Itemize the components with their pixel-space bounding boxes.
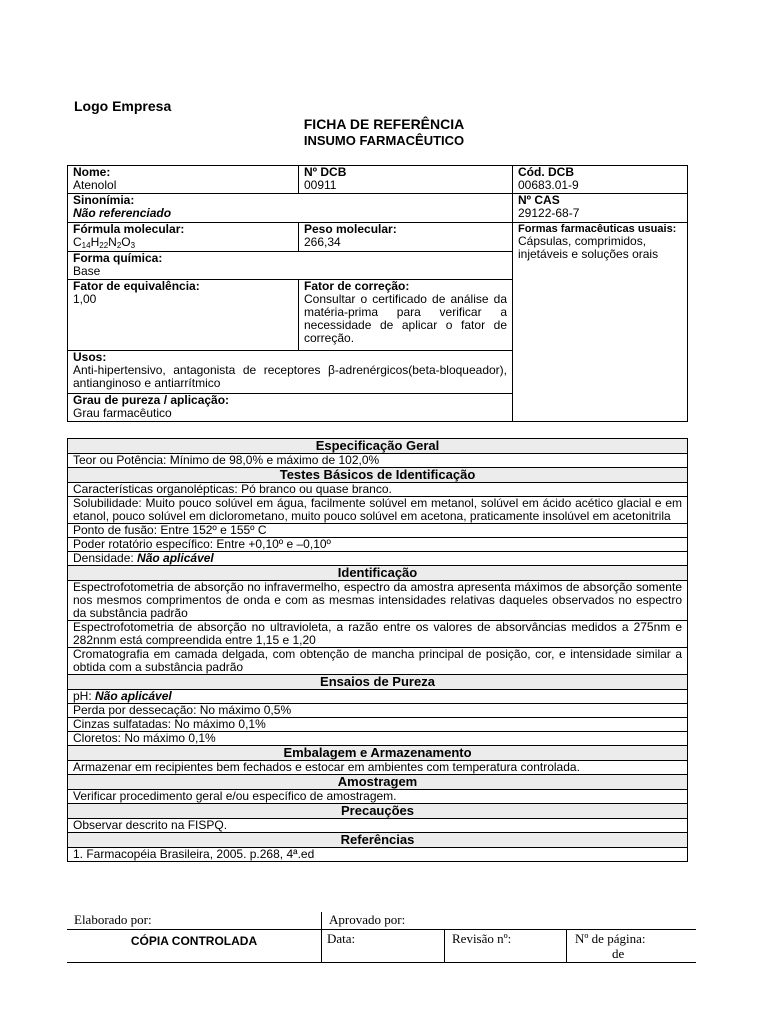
peso-cell [299,223,512,249]
peso-label: Peso molecular: [304,222,397,236]
table-row: Cromatografia em camada delgada, com obtenção de mancha principal de posição, cor, e intensidade similar a obtida com a substância padrão [68,648,688,675]
sinonimia-cell [68,194,512,220]
table-row [68,690,688,704]
section-header: Testes Básicos de Identificação [68,468,688,483]
info-table [67,165,688,422]
cas-cell [513,194,687,220]
fator-eq-label: Fator de equivalência: [73,279,200,293]
table-row: Teor ou Potência: Mínimo de 98,0% e máximo de 102,0% [68,454,688,468]
pagina-de-label: de [612,946,625,961]
section-header: Amostragem [68,775,688,790]
dcb-cell [299,166,512,192]
dcb-label: Nº DCB [304,165,347,179]
peso-value: 266,34 [304,235,341,249]
table-row: Ponto de fusão: Entre 152º e 155º C [68,524,688,538]
nome-cell [68,166,298,192]
fator-cor-value: Consultar o certificado de análise da matéria-prima para verificar a necessidade de aplicar o fator de correção. [304,292,507,345]
cod-dcb-cell [513,166,687,192]
fator-eq-value: 1,00 [73,292,97,306]
sinonimia-label: Sinonímia: [73,193,135,207]
usos-label: Usos: [73,350,107,364]
cas-label: Nº CAS [518,193,560,207]
cod-dcb-label: Cód. DCB [518,165,574,179]
usos-value: Anti-hipertensivo, antagonista de receptores β-adrenérgicos(beta-bloqueador), antianginoso e antiarrítmico [73,363,507,390]
ph-label: pH: [73,689,96,703]
cas-value: 29122-68-7 [518,206,580,220]
formula-value: $C_{14}H_{22}N_2O_3$ [73,235,136,250]
dcb-value: 00911 [304,178,337,192]
company-logo-placeholder: Logo Empresa [74,98,172,114]
aprovado-por-label: Aprovado por: [329,912,406,927]
cod-dcb-value: 00683.01-9 [518,178,579,192]
table-row: Armazenar em recipientes bem fechados e estocar em ambientes com temperatura controlada. [68,761,688,775]
formas-cell [513,223,687,261]
formas-label: Formas farmacêuticas usuais: [518,223,677,235]
fator-eq-cell [68,280,298,306]
densidade-label: Densidade: [73,551,138,565]
pagina-label: Nº de página: [575,931,646,946]
table-row: Poder rotatório específico: Entre +0,10º e –0,10º [68,538,688,552]
grau-value: Grau farmacêutico [73,406,172,420]
formas-value: Cápsulas, comprimidos, injetáveis e soluções orais [518,234,659,261]
formula-cell [68,223,298,249]
document-title: FICHA DE REFERÊNCIA [303,116,465,132]
section-header: Referências [68,833,688,848]
table-row: 1. Farmacopéia Brasileira, 2005. p.268, 4ª.ed [68,848,688,862]
ph-value: Não aplicável [95,689,172,703]
nome-value: Atenolol [73,178,117,192]
forma-quimica-label: Forma química: [73,251,163,265]
table-row: Verificar procedimento geral e/ou específico de amostragem. [68,790,688,804]
section-header: Ensaios de Pureza [68,675,688,690]
section-header: Precauções [68,804,688,819]
section-header: Embalagem e Armazenamento [68,746,688,761]
usos-cell [68,351,512,390]
formula-label: Fórmula molecular: [73,222,185,236]
table-row: Solubilidade: Muito pouco solúvel em água, facilmente solúvel em metanol, solúvel em ácido acético glacial e em etanol, pouco solúvel em diclorometano, muito pouco solúvel em acetona, praticamente insolúvel em acetonitrila [68,497,688,524]
copia-controlada-label: CÓPIA CONTROLADA [130,934,258,948]
table-row: Espectrofotometria de absorção no infravermelho, espectro da amostra apresenta máximos de absorção somente nos mesmos comprimentos de onda e com as mesmas intensidades relativas daqueles observados no espectro da substância padrão [68,581,688,621]
table-row: Cinzas sulfatadas: No máximo 0,1% [68,718,688,732]
grau-label: Grau de pureza / aplicação: [73,393,230,407]
forma-quimica-cell [68,252,512,278]
table-row: Espectrofotometria de absorção no ultravioleta, a razão entre os valores de absorvâncias medidos a 275nm e 282nnm está compreendida entre 1,15 e 1,20 [68,621,688,648]
table-row: Cloretos: No máximo 0,1% [68,732,688,746]
table-row: Perda por dessecação: No máximo 0,5% [68,704,688,718]
fator-cor-label: Fator de correção: [304,279,410,293]
densidade-value: Não aplicável [137,551,214,565]
specification-table [67,438,688,862]
section-header: Identificação [68,566,688,581]
table-row: Observar descrito na FISPQ. [68,819,688,833]
nome-label: Nome: [73,165,111,179]
table-row: Características organolépticas: Pó branco ou quase branco. [68,483,688,497]
section-header: Especificação Geral [68,439,688,454]
forma-quimica-value: Base [73,264,101,278]
elaborado-por-label: Elaborado por: [74,912,152,927]
revisao-label: Revisão nº: [452,931,512,946]
fator-cor-cell [299,280,512,345]
document-subtitle: INSUMO FARMACÊUTICO [303,133,465,148]
data-label: Data: [327,931,356,946]
sinonimia-value: Não referenciado [73,206,172,220]
table-row [68,552,688,566]
grau-cell [68,394,512,420]
